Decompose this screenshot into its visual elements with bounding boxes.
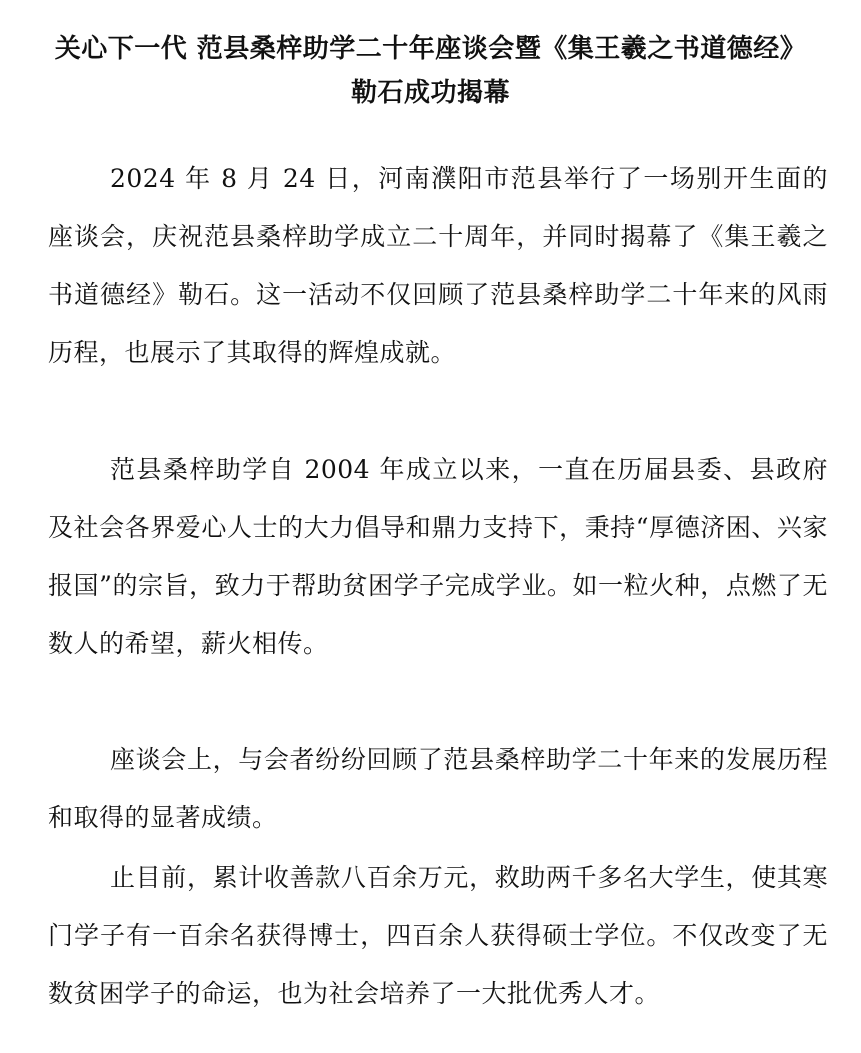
paragraph-symposium: 座谈会上，与会者纷纷回顾了范县桑梓助学二十年来的发展历程和取得的显著成绩。 [48, 745, 828, 832]
article-title-line-1: 关心下一代 范县桑梓助学二十年座谈会暨《集王羲之书道德经》 [54, 34, 807, 64]
paragraph-achievements: 止目前，累计收善款八百余万元，救助两千多名大学生，使其寒门学子有一百余名获得博士，四百余人获得硕士学位。不仅改变了无数贫困学子的命运，也为社会培养了一大批优秀人才。 [48, 863, 828, 1008]
paragraph-intro: 2024 年 8 月 24 日，河南濮阳市范县举行了一场别开生面的座谈会，庆祝范县桑梓助学成立二十周年，并同时揭幕了《集王羲之书道德经》勒石。这一活动不仅回顾了范县桑梓助学二十年来的风雨历程，也展示了其取得的辉煌成就。 [48, 164, 828, 367]
article-title-line-2: 勒石成功揭幕 [350, 78, 510, 108]
paragraph-history: 范县桑梓助学自 2004 年成立以来，一直在历届县委、县政府及社会各界爱心人士的大力倡导和鼎力支持下，秉持“厚德济困、兴家报国”的宗旨，致力于帮助贫困学子完成学业。如一粒火种，点燃了无数人的希望，薪火相传。 [48, 455, 828, 658]
